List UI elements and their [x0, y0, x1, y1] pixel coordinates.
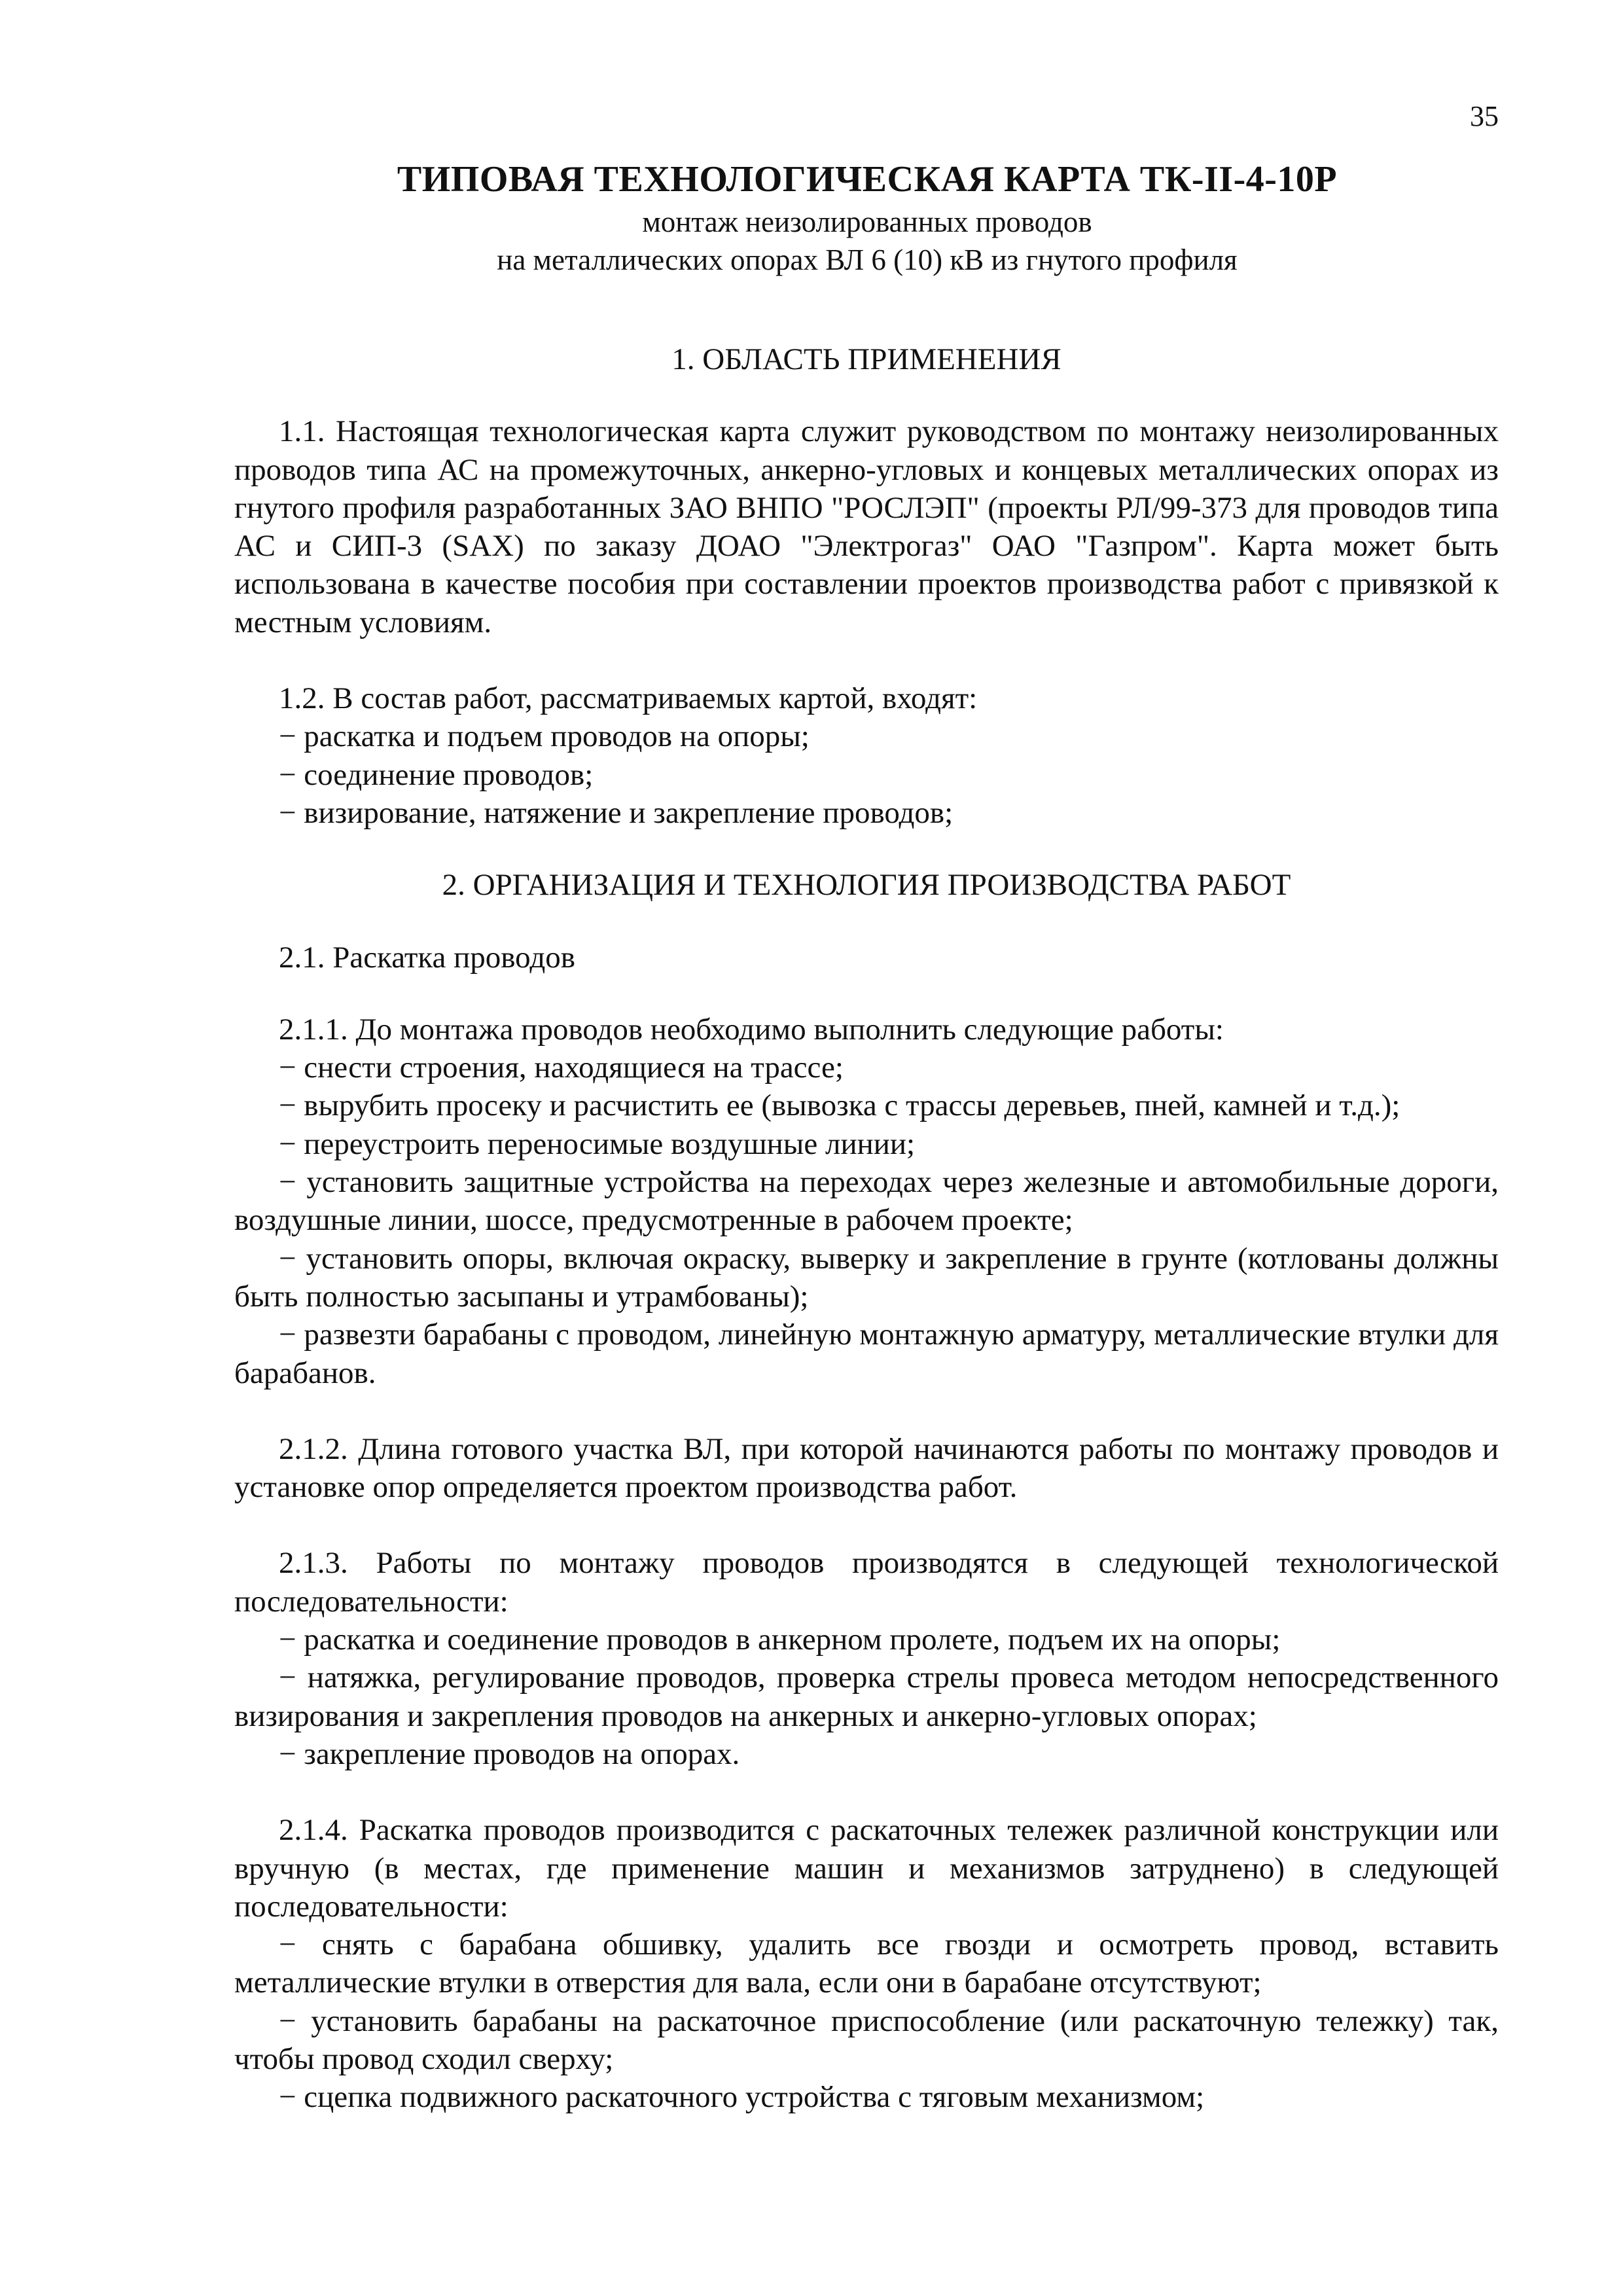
- list-item: − снести строения, находящиеся на трассе;: [279, 1050, 844, 1085]
- list-item: − закрепление проводов на опорах.: [279, 1736, 740, 1771]
- list-item: − снять с барабана обшивку, удалить все гвозди и осмотреть провод, вставить металлические втулки в отверстия для вала, если они в барабане отсутствуют;: [234, 1928, 1499, 2000]
- paragraph-2-1-1: 2.1.1. До монтажа проводов необходимо выполнить следующие работы:: [279, 1012, 1224, 1047]
- paragraph-1-2: 1.2. В состав работ, рассматриваемых картой, входят:: [279, 681, 978, 716]
- paragraph-2-1-4: 2.1.4. Раскатка проводов производится с раскаточных тележек различной конструкции или вручную (в местах, где применение машин и механизмов затруднено) в следующей последовательности:: [234, 1813, 1499, 1924]
- list-item: − натяжка, регулирование проводов, проверка стрелы провеса методом непосредственного визирования и закрепления проводов на анкерных и анкерно-угловых опорах;: [234, 1660, 1499, 1733]
- list-item: − визирование, натяжение и закрепление проводов;: [279, 795, 954, 830]
- page-number: 35: [1470, 100, 1499, 132]
- list-item: − установить опоры, включая окраску, выверку и закрепление в грунте (котлованы должны быть полностью засыпаны и утрамбованы);: [234, 1241, 1499, 1314]
- paragraph-2-1-3: 2.1.3. Работы по монтажу проводов производятся в следующей технологической последовательности:: [234, 1546, 1499, 1619]
- document-subtitle-line-1: монтаж неизолированных проводов: [642, 206, 1092, 238]
- document-body: [234, 340, 1499, 2117]
- section-2-heading: 2. ОРГАНИЗАЦИЯ И ТЕХНОЛОГИЯ ПРОИЗВОДСТВА РАБОТ: [442, 868, 1291, 903]
- list-item: − установить защитные устройства на переходах через железные и автомобильные дороги, воздушные линии, шоссе, предусмотренные в рабочем проекте;: [234, 1165, 1499, 1238]
- list-item: − раскатка и соединение проводов в анкерном пролете, подъем их на опоры;: [279, 1623, 1281, 1657]
- list-item: − раскатка и подъем проводов на опоры;: [279, 719, 810, 754]
- paragraph-2-1-2: 2.1.2. Длина готового участка ВЛ, при которой начинаются работы по монтажу проводов и установке опор определяется проектом производства работ.: [234, 1431, 1499, 1505]
- paragraph-2-1: 2.1. Раскатка проводов: [279, 940, 575, 975]
- document-subtitle-line-2: на металлических опорах ВЛ 6 (10) кВ из гнутого профиля: [497, 243, 1238, 276]
- list-item: − переустроить переносимые воздушные линии;: [279, 1126, 916, 1161]
- list-item: − сцепка подвижного раскаточного устройства с тяговым механизмом;: [279, 2080, 1205, 2115]
- paragraph-1-1: 1.1. Настоящая технологическая карта служит руководством по монтажу неизолированных проводов типа АС на промежуточных, анкерно-угловых и концевых металлических опорах из гнутого профиля разработанных ЗАО ВНПО "РОСЛЭП" (проекты РЛ/99-373 для проводов типа АС и СИП-3 (SAX) по заказу ДОАО "Электрогаз" ОАО "Газпром". Карта может быть использована в качестве пособия при составлении проектов производства работ с привязкой к местным условиям.: [234, 414, 1499, 639]
- list-item: − соединение проводов;: [279, 757, 594, 792]
- document-title: ТИПОВАЯ ТЕХНОЛОГИЧЕСКАЯ КАРТА ТК-II-4-10Р: [397, 159, 1338, 200]
- list-item: − развезти барабаны с проводом, линейную монтажную арматуру, металлические втулки для барабанов.: [234, 1318, 1499, 1390]
- list-item: − вырубить просеку и расчистить ее (вывозка с трассы деревьев, пней, камней и т.д.);: [279, 1088, 1400, 1123]
- document-header: [236, 156, 1499, 279]
- section-1-heading: 1. ОБЛАСТЬ ПРИМЕНЕНИЯ: [671, 342, 1061, 376]
- list-item: − установить барабаны на раскаточное приспособление (или раскаточную тележку) так, чтобы провод сходил сверху;: [234, 2003, 1499, 2076]
